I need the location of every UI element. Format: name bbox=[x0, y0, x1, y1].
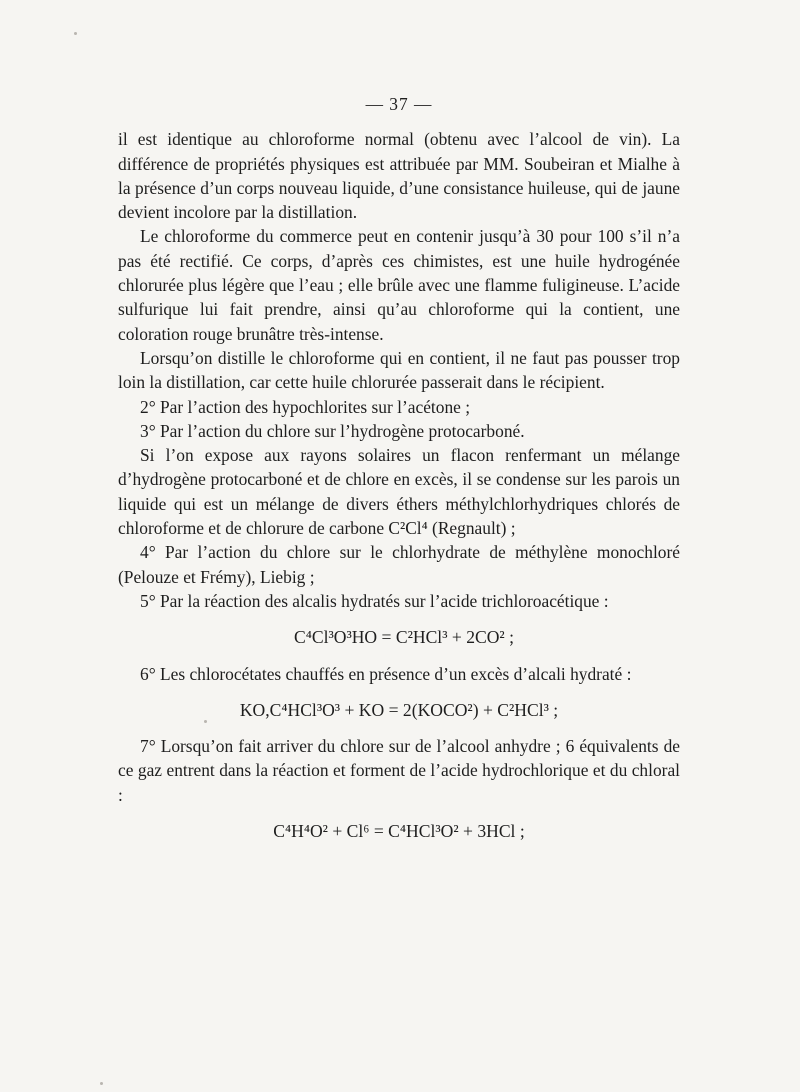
formula-trichloroacetic: C⁴Cl³O³HO = C²HCl³ + 2CO² ; bbox=[293, 627, 514, 648]
method-6-chlorocetates: 6° Les chlorocétates chauffés en présence d’un excès d’alcali hydraté : bbox=[140, 663, 632, 684]
paper-speck bbox=[204, 720, 207, 723]
method-2-hypochlorites: 2° Par l’action des hypochlorites sur l’acétone ; bbox=[140, 396, 471, 417]
method-7-chlorine-alcohol: 7° Lorsqu’on fait arriver du chlore sur de l’alcool anhydre ; 6 équivalents de ce gaz entrent dans la réaction et forment de l’acide hydrochlorique et du chloral : bbox=[118, 736, 680, 805]
paragraph-commercial-chloroform: Le chloroforme du commerce peut en contenir jusqu’à 30 pour 100 s’il n’a pas été rectifié. Ce corps, d’après ces chimistes, est une huile hydrogénée chlorurée plus légère que l’eau ; elle brûle avec une flamme fuligineuse. L’acide sulfurique lui fait prendre, ainsi qu’au chloroforme qui la contient, une coloration rouge brunâtre très-intense. bbox=[118, 226, 680, 344]
method-5-alkali-trichloroacetic: 5° Par la réaction des alcalis hydratés sur l’acide trichloroacétique : bbox=[140, 590, 609, 611]
page-content bbox=[118, 92, 680, 855]
paper-speck bbox=[100, 1082, 103, 1085]
paragraph-continuation: il est identique au chloroforme normal (obtenu avec l’alcool de vin). La différence de propriétés physiques est attribuée par MM. Soubeiran et Mialhe à la présence d’un corps nouveau liquide, d’une consistance huileuse, qui de jaune devient incolore par la distillation. bbox=[118, 129, 680, 223]
formula-chloral: C⁴H⁴O² + Cl⁶ = C⁴HCl³O² + 3HCl ; bbox=[273, 821, 525, 842]
paragraph-distillation: Lorsqu’on distille le chloroforme qui en contient, il ne faut pas pousser trop loin la distillation, car cette huile chlorurée passerait dans le récipient. bbox=[118, 347, 680, 393]
paragraph-solar-rays: Si l’on expose aux rayons solaires un flacon renfermant un mélange d’hydrogène protocarboné et de chlore en excès, il se condense sur les parois un liquide qui est un mélange de divers éthers méthylchlorhydriques chlorés de chloroforme et de chlorure de carbone C²Cl⁴ (Regnault) ; bbox=[118, 445, 680, 539]
method-3-chlorine-protocarbon: 3° Par l’action du chlore sur l’hydrogène protocarboné. bbox=[140, 420, 525, 441]
page-number: — 37 — bbox=[365, 94, 433, 114]
method-4-methylene-chlorhydrate: 4° Par l’action du chlore sur le chlorhydrate de méthylène monochloré (Pelouze et Frémy), Liebig ; bbox=[118, 542, 680, 587]
paper-speck bbox=[74, 32, 77, 35]
formula-chlorocetates: KO,C⁴HCl³O³ + KO = 2(KOCO²) + C²HCl³ ; bbox=[239, 699, 559, 720]
